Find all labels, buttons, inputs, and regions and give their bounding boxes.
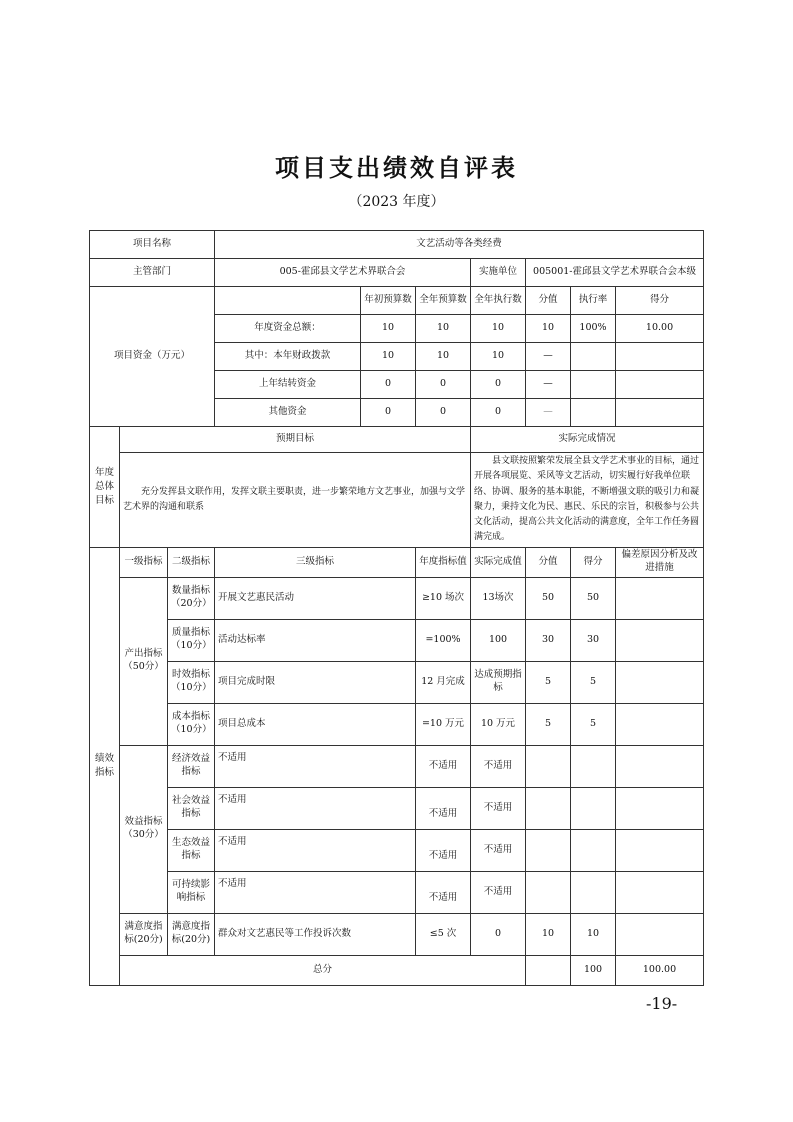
points-cell: 5 <box>526 661 571 703</box>
funds-header: 得分 <box>616 287 704 315</box>
score-cell <box>571 871 616 913</box>
impl-label: 实施单位 <box>471 259 526 287</box>
l3-cell: 项目完成时限 <box>215 661 416 703</box>
points-cell <box>526 745 571 787</box>
funds-cell: 100% <box>571 315 616 343</box>
actual-cell: 达成预期指标 <box>471 661 526 703</box>
goals-actual-text: 县文联按照繁荣发展全县文学艺术事业的目标，通过开展各项展览、采风等文艺活动，切实履行好我单位联络、协调、服务的基本职能，不断增强文联的吸引力和凝聚力，秉持文化为民、惠民、乐民的宗旨，积极参与公共文化活动，提高公共文化活动的满意度，全年工作任务圆满完成。 <box>471 453 704 548</box>
funds-cell: 10 <box>361 315 416 343</box>
indicator-header: 偏差原因分析及改进措施 <box>616 547 704 577</box>
indicator-header: 二级指标 <box>168 547 215 577</box>
funds-cell: 0 <box>471 371 526 399</box>
funds-cell: 10 <box>416 315 471 343</box>
indicator-row <box>90 661 704 703</box>
total-score: 100.00 <box>616 955 704 985</box>
target-cell: ≥10 场次 <box>416 577 471 619</box>
deviation-cell <box>616 787 704 829</box>
funds-cell <box>616 343 704 371</box>
funds-row-name: 年度资金总额： <box>215 315 361 343</box>
target-cell: 不适用 <box>416 829 471 871</box>
indicator-row <box>90 913 704 955</box>
funds-cell: — <box>526 399 571 427</box>
dept-value: 005-霍邱县文学艺术界联合会 <box>215 259 471 287</box>
actual-cell: 不适用 <box>471 871 526 913</box>
project-name-value: 文艺活动等各类经费 <box>215 231 704 259</box>
target-cell: 不适用 <box>416 787 471 829</box>
total-row <box>90 955 704 985</box>
indicator-header-row <box>90 547 704 577</box>
funds-label: 项目资金（万元） <box>90 287 215 427</box>
funds-header: 执行率 <box>571 287 616 315</box>
l3-cell: 群众对文艺惠民等工作投诉次数 <box>215 913 416 955</box>
total-label: 总分 <box>120 955 526 985</box>
goals-expected-text: 充分发挥县文联作用，发挥文联主要职责，进一步繁荣地方文艺事业，加强与文学艺术界的沟通和联系 <box>120 453 471 548</box>
actual-cell: 不适用 <box>471 787 526 829</box>
funds-cell: 10 <box>471 315 526 343</box>
funds-header-blank <box>215 287 361 315</box>
target-cell: 不适用 <box>416 871 471 913</box>
score-cell <box>571 829 616 871</box>
funds-header-row <box>90 287 704 315</box>
page-title: 项目支出绩效自评表 <box>275 153 518 182</box>
l2-cell: 质量指标（10分） <box>168 619 215 661</box>
funds-cell: 10 <box>471 343 526 371</box>
deviation-cell <box>616 703 704 745</box>
l3-cell: 开展文艺惠民活动 <box>215 577 416 619</box>
funds-row-name: 其中：本年财政拨款 <box>215 343 361 371</box>
funds-cell: — <box>526 343 571 371</box>
l3-cell: 不适用 <box>215 829 416 871</box>
deviation-cell <box>616 745 704 787</box>
points-cell <box>526 871 571 913</box>
funds-row-name: 上年结转资金 <box>215 371 361 399</box>
l2-cell: 生态效益指标 <box>168 829 215 871</box>
funds-cell: 10 <box>416 343 471 371</box>
indicator-row <box>90 871 704 913</box>
output-label: 产出指标（50分） <box>120 577 168 745</box>
actual-cell: 不适用 <box>471 745 526 787</box>
l3-cell: 不适用 <box>215 745 416 787</box>
indicator-header: 得分 <box>571 547 616 577</box>
funds-cell <box>616 399 704 427</box>
indicator-header: 实际完成值 <box>471 547 526 577</box>
l3-cell: 不适用 <box>215 787 416 829</box>
l2-cell: 社会效益指标 <box>168 787 215 829</box>
funds-header: 分值 <box>526 287 571 315</box>
funds-header: 全年预算数 <box>416 287 471 315</box>
actual-cell: 10 万元 <box>471 703 526 745</box>
indicator-row <box>90 619 704 661</box>
goals-header-row <box>90 427 704 453</box>
l2-cell: 可持续影响指标 <box>168 871 215 913</box>
performance-table <box>89 230 704 986</box>
indicator-row <box>90 787 704 829</box>
target-cell: ≤5 次 <box>416 913 471 955</box>
dept-row <box>90 259 704 287</box>
actual-cell: 0 <box>471 913 526 955</box>
funds-cell <box>571 343 616 371</box>
deviation-cell <box>616 577 704 619</box>
page-subtitle: （2023 年度） <box>348 194 445 210</box>
funds-row-name: 其他资金 <box>215 399 361 427</box>
target-cell: =10 万元 <box>416 703 471 745</box>
goals-content-row <box>90 453 704 548</box>
l3-cell: 项目总成本 <box>215 703 416 745</box>
dept-label: 主管部门 <box>90 259 215 287</box>
impl-value: 005001-霍邱县文学艺术界联合会本级 <box>526 259 704 287</box>
goals-label: 年度总体目标 <box>90 427 120 548</box>
score-cell <box>571 745 616 787</box>
funds-header: 年初预算数 <box>361 287 416 315</box>
indicator-header: 分值 <box>526 547 571 577</box>
indicator-header: 年度指标值 <box>416 547 471 577</box>
goals-expected-label: 预期目标 <box>120 427 471 453</box>
project-name-row <box>90 231 704 259</box>
deviation-cell <box>616 829 704 871</box>
actual-cell: 13场次 <box>471 577 526 619</box>
indicator-row <box>90 703 704 745</box>
indicators-label: 绩效指标 <box>90 547 120 985</box>
funds-cell: 10 <box>361 343 416 371</box>
funds-cell: 0 <box>361 399 416 427</box>
l2-cell: 数量指标（20分） <box>168 577 215 619</box>
funds-cell: 0 <box>416 399 471 427</box>
deviation-cell <box>616 661 704 703</box>
funds-cell: 0 <box>471 399 526 427</box>
deviation-cell <box>616 913 704 955</box>
points-cell: 5 <box>526 703 571 745</box>
funds-cell: 10 <box>526 315 571 343</box>
funds-cell <box>616 371 704 399</box>
project-name-label: 项目名称 <box>90 231 215 259</box>
total-blank <box>526 955 571 985</box>
target-cell: 不适用 <box>416 745 471 787</box>
score-cell: 5 <box>571 703 616 745</box>
points-cell: 10 <box>526 913 571 955</box>
page-number: -19- <box>646 994 678 1013</box>
goals-actual-label: 实际完成情况 <box>471 427 704 453</box>
indicator-header: 一级指标 <box>120 547 168 577</box>
l2-cell: 经济效益指标 <box>168 745 215 787</box>
target-cell: =100% <box>416 619 471 661</box>
funds-cell: — <box>526 371 571 399</box>
deviation-cell <box>616 871 704 913</box>
score-cell <box>571 787 616 829</box>
indicator-row <box>90 745 704 787</box>
points-cell <box>526 829 571 871</box>
l3-cell: 活动达标率 <box>215 619 416 661</box>
funds-cell <box>571 371 616 399</box>
score-cell: 5 <box>571 661 616 703</box>
actual-cell: 不适用 <box>471 829 526 871</box>
funds-cell: 0 <box>416 371 471 399</box>
funds-header: 全年执行数 <box>471 287 526 315</box>
target-cell: 12 月完成 <box>416 661 471 703</box>
funds-cell <box>571 399 616 427</box>
l2-cell: 满意度指标(20分) <box>168 913 215 955</box>
satisfaction-label: 满意度指标(20分) <box>120 913 168 955</box>
benefit-label: 效益指标（30分） <box>120 745 168 913</box>
actual-cell: 100 <box>471 619 526 661</box>
score-cell: 50 <box>571 577 616 619</box>
indicator-row <box>90 829 704 871</box>
points-cell: 50 <box>526 577 571 619</box>
l2-cell: 时效指标（10分） <box>168 661 215 703</box>
points-cell: 30 <box>526 619 571 661</box>
funds-cell: 0 <box>361 371 416 399</box>
score-cell: 30 <box>571 619 616 661</box>
indicator-row <box>90 577 704 619</box>
l2-cell: 成本指标（10分） <box>168 703 215 745</box>
deviation-cell <box>616 619 704 661</box>
indicator-header: 三级指标 <box>215 547 416 577</box>
points-cell <box>526 787 571 829</box>
total-points: 100 <box>571 955 616 985</box>
funds-cell: 10.00 <box>616 315 704 343</box>
score-cell: 10 <box>571 913 616 955</box>
l3-cell: 不适用 <box>215 871 416 913</box>
